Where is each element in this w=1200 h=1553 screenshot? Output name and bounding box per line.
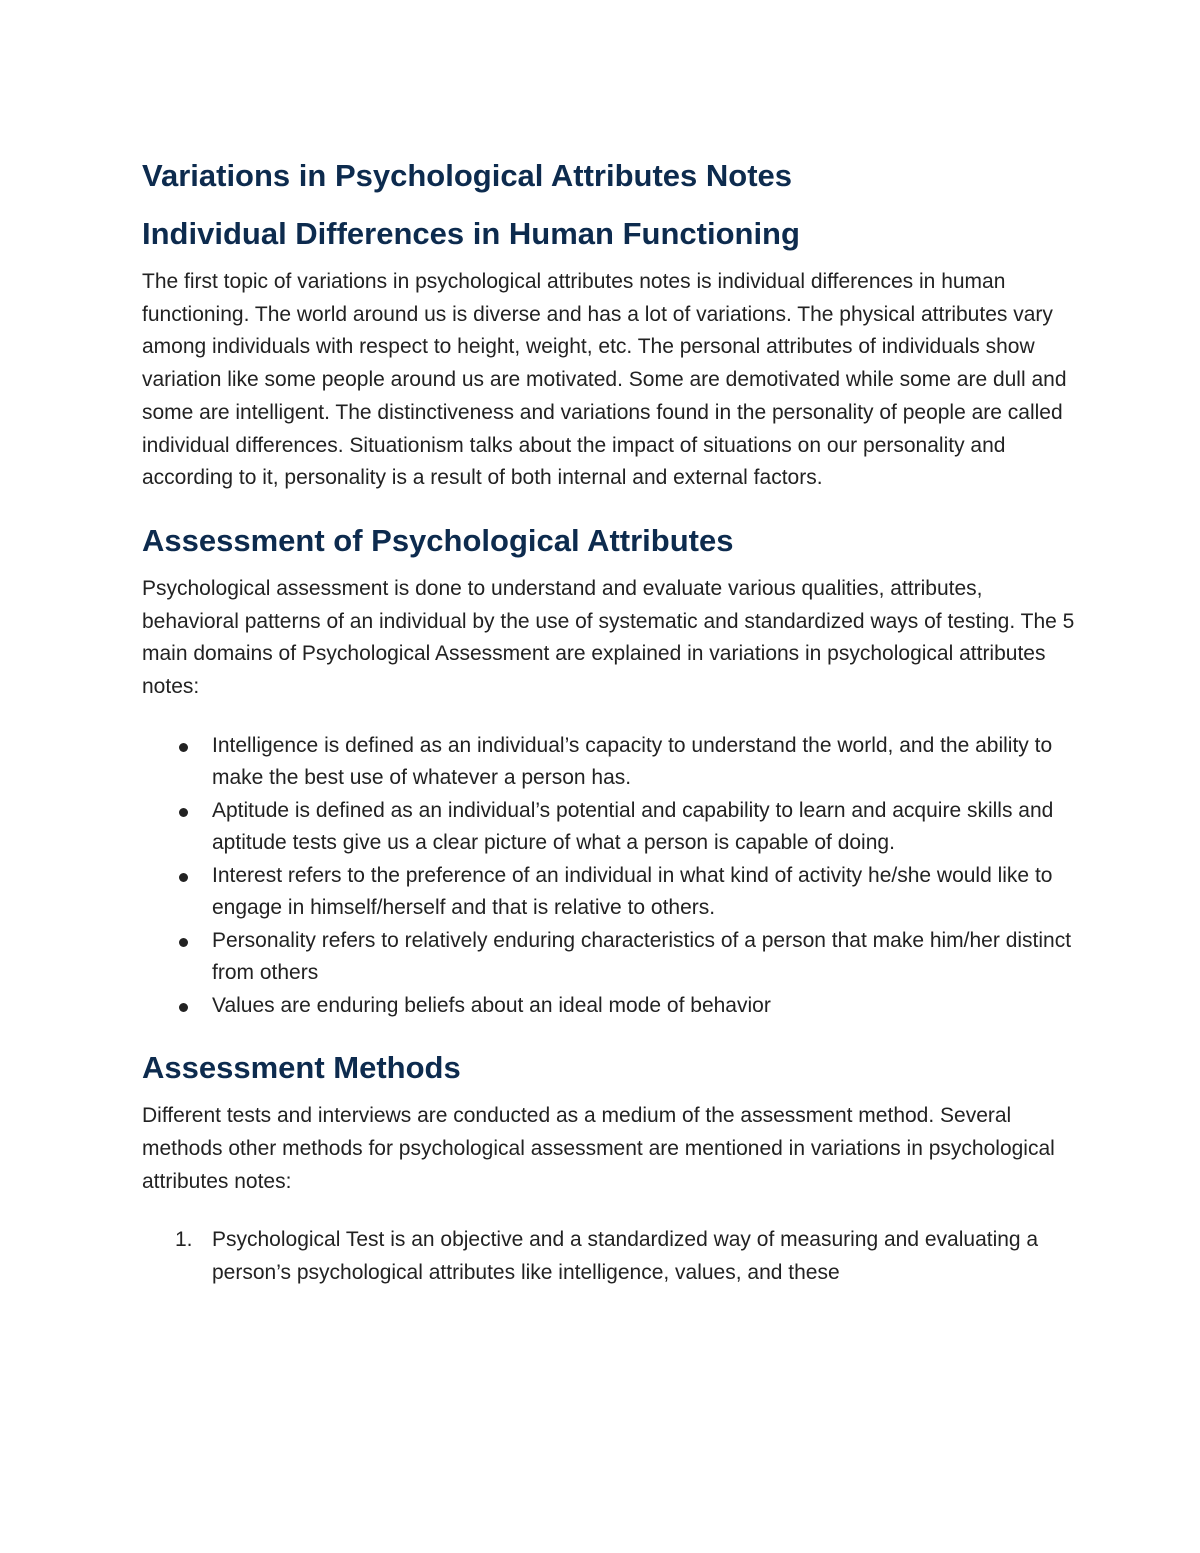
list-item	[212, 925, 1082, 990]
list-item-text: Psychological Test is an objective and a standardized way of measuring and evaluating a person’s psychological attributes like intelligence, values, and these	[212, 1228, 1039, 1284]
domains-bullet-list	[142, 730, 1082, 1023]
list-item-text: Intelligence is defined as an individual’s capacity to understand the world, and the ability to make the best use of whatever a person has.	[212, 733, 1053, 790]
list-number: 1.	[175, 1228, 193, 1252]
section-individual-differences	[142, 214, 1082, 495]
bullet-icon	[179, 743, 188, 752]
section-paragraph: The first topic of variations in psychological attributes notes is individual differences in human functioning. The world around us is diverse and has a lot of variations. The physical attributes vary among individuals with respect to height, weight, etc. The personal attributes of individuals show variation like some people around us are motivated. Some are demotivated while some are dull and some are intelligent. The distinctiveness and variations found in the personality of people are called individual differences. Situationism talks about the impact of situations on our personality and according to it, personality is a result of both internal and external factors.	[142, 270, 1067, 490]
bullet-icon	[179, 873, 188, 882]
section-assessment-methods	[142, 1048, 1082, 1289]
section-paragraph: Psychological assessment is done to understand and evaluate various qualities, attributes, behavioral patterns of an individual by the use of systematic and standardized ways of testing. The 5 main domains of Psychological Assessment are explained in variations in psychological attributes notes:	[142, 576, 1075, 699]
bullet-icon	[179, 938, 188, 947]
list-item	[212, 990, 1082, 1023]
methods-numbered-list	[142, 1224, 1082, 1289]
list-item	[175, 1224, 1082, 1289]
list-item-text: Values are enduring beliefs about an ideal mode of behavior	[212, 993, 771, 1017]
list-item	[212, 795, 1082, 860]
bullet-icon	[179, 1003, 188, 1012]
list-item-text: Aptitude is defined as an individual’s potential and capability to learn and acquire skills and aptitude tests give us a clear picture of what a person is capable of doing.	[212, 798, 1054, 855]
list-item-text: Personality refers to relatively enduring characteristics of a person that make him/her distinct from others	[212, 928, 1072, 985]
section-heading: Assessment Methods	[142, 1050, 461, 1086]
section-heading: Assessment of Psychological Attributes	[142, 522, 734, 558]
list-item	[212, 860, 1082, 925]
section-paragraph: Different tests and interviews are conducted as a medium of the assessment method. Several methods other methods for psychological assessment are mentioned in variations in psychological attributes notes:	[142, 1104, 1055, 1193]
list-item	[212, 730, 1082, 795]
section-heading: Individual Differences in Human Functioning	[142, 216, 800, 251]
document-page	[142, 156, 1082, 1289]
section-assessment-attributes	[142, 521, 1082, 1022]
list-item-text: Interest refers to the preference of an individual in what kind of activity he/she would like to engage in himself/herself and that is relative to others.	[212, 863, 1053, 920]
bullet-icon	[179, 808, 188, 817]
document-title: Variations in Psychological Attributes Notes	[142, 158, 793, 193]
